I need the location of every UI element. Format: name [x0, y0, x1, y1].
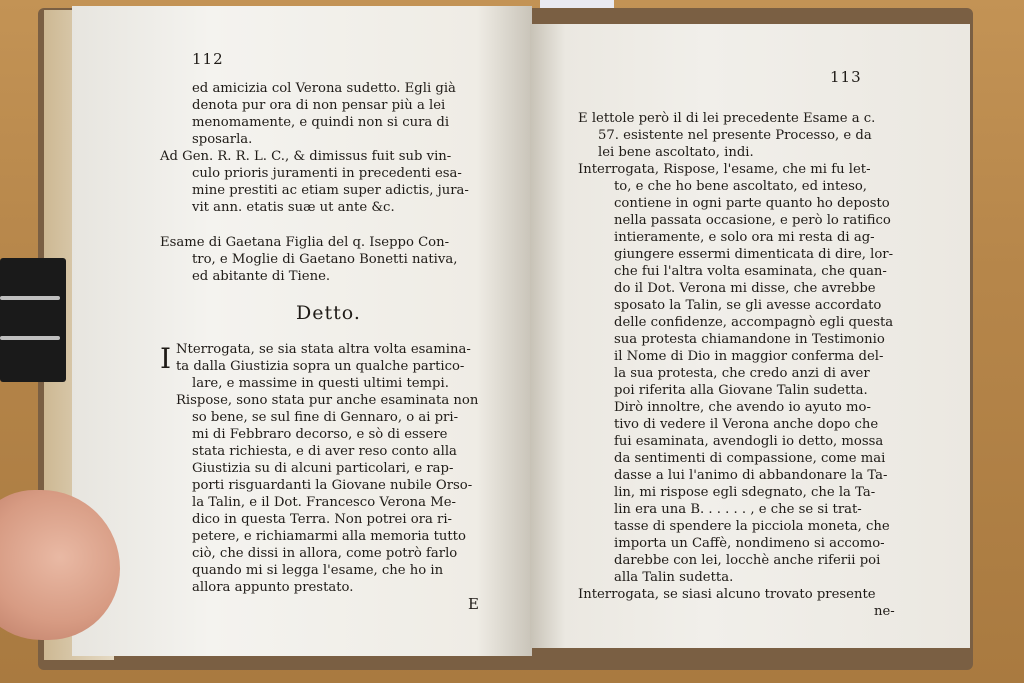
text-line: la sua protesta, che credo anzi di aver — [614, 366, 870, 381]
text-line: il Nome di Dio in maggior conferma del- — [614, 349, 884, 364]
clip-wire — [0, 336, 60, 340]
text-line: lin era una B. . . . . . , e che se si trat- — [614, 502, 862, 517]
text-line: che fui l'altra volta esaminata, che quan- — [614, 264, 887, 279]
text-line: contiene in ogni parte quanto ho deposto — [614, 196, 890, 211]
text-line: quando mi si legga l'esame, che ho in — [192, 563, 444, 578]
text-line: giungere essermi dimenticata di dire, lor- — [614, 247, 894, 262]
text-line: denota pur ora di non pensar più a lei — [192, 98, 446, 113]
right-page — [530, 24, 970, 648]
text-line: stata richiesta, e di aver reso conto alla — [192, 444, 457, 459]
text-line: Giustizia su di alcuni particolari, e rap- — [192, 461, 454, 476]
binder-clip — [0, 258, 66, 382]
text-line: sposarla. — [192, 132, 253, 147]
clip-wire — [0, 296, 60, 300]
text-line: to, e che ho bene ascoltato, ed inteso, — [614, 179, 867, 194]
text-line: importa un Caffè, nondimeno si accomo- — [614, 536, 885, 551]
text-line: Ad Gen. R. R. L. C., & dimissus fuit sub vin- — [160, 149, 452, 164]
text-line: lei bene ascoltato, indi. — [598, 145, 754, 160]
text-line: dico in questa Terra. Non potrei ora ri- — [192, 512, 453, 527]
catchword-right: ne- — [874, 604, 895, 619]
text-line: ta dalla Giustizia sopra un qualche partico- — [176, 359, 465, 374]
text-line: ciò, che dissi in allora, come potrò farlo — [192, 546, 458, 561]
text-line: tasse di spendere la picciola moneta, che — [614, 519, 890, 534]
text-line: lin, mi rispose egli sdegnato, che la Ta- — [614, 485, 876, 500]
text-line: culo prioris juramenti in precedenti esa- — [192, 166, 462, 181]
text-line: E lettole però il di lei precedente Esame a c. — [578, 111, 876, 126]
text-line: porti risguardanti la Giovane nubile Orso- — [192, 478, 473, 493]
text-line: sua protesta chiamandone in Testimonio — [614, 332, 885, 347]
text-line: Esame di Gaetana Figlia del q. Iseppo Con- — [160, 235, 450, 250]
text-line: ed amicizia col Verona sudetto. Egli già — [192, 81, 456, 96]
text-line: so bene, se sul fine di Gennaro, o ai pri- — [192, 410, 459, 425]
text-line: petere, e richiamarmi alla memoria tutto — [192, 529, 466, 544]
catchword-left: E — [468, 595, 479, 613]
text-line: Interrogata, se siasi alcuno trovato presente — [578, 587, 876, 602]
text-line: poi riferita alla Giovane Talin sudetta. — [614, 383, 868, 398]
text-line: Dirò innoltre, che avendo io ayuto mo- — [614, 400, 871, 415]
drop-cap: I — [160, 342, 172, 375]
text-line: dasse a lui l'animo di abbandonare la Ta- — [614, 468, 888, 483]
text-line: lare, e massime in questi ultimi tempi. — [192, 376, 449, 391]
left-page — [72, 6, 532, 656]
text-line: sposato la Talin, se gli avesse accordato — [614, 298, 882, 313]
text-line: Rispose, sono stata pur anche esaminata non — [176, 393, 479, 408]
text-line: delle confidenze, accompagnò egli questa — [614, 315, 894, 330]
section-heading: Detto. — [296, 302, 361, 324]
text-line: mi di Febbraro decorso, e sò di essere — [192, 427, 448, 442]
text-line: da sentimenti di compassione, come mai — [614, 451, 886, 466]
text-line: Interrogata, Rispose, l'esame, che mi fu let- — [578, 162, 871, 177]
text-line: tro, e Moglie di Gaetano Bonetti nativa, — [192, 252, 458, 267]
text-line: nella passata occasione, e però lo ratifico — [614, 213, 891, 228]
text-line: do il Dot. Verona mi disse, che avrebbe — [614, 281, 876, 296]
text-line: Nterrogata, se sia stata altra volta esamina- — [176, 342, 471, 357]
text-line: alla Talin sudetta. — [614, 570, 734, 585]
text-line: fui esaminata, avendogli io detto, mossa — [614, 434, 884, 449]
text-line: ed abitante di Tiene. — [192, 269, 331, 284]
text-line: la Talin, e il Dot. Francesco Verona Me- — [192, 495, 456, 510]
text-line: 57. esistente nel presente Processo, e da — [598, 128, 872, 143]
text-line: tivo di vedere il Verona anche dopo che — [614, 417, 879, 432]
page-number-right: 113 — [830, 68, 862, 86]
text-line: vit ann. etatis suæ ut ante &c. — [192, 200, 395, 215]
page-number-left: 112 — [192, 50, 224, 68]
text-line: darebbe con lei, locchè anche riferii poi — [614, 553, 881, 568]
text-line: allora appunto prestato. — [192, 580, 354, 595]
text-line: mine prestiti ac etiam super adictis, jura- — [192, 183, 469, 198]
text-line: menomamente, e quindi non si cura di — [192, 115, 450, 130]
text-line: intieramente, e solo ora mi resta di ag- — [614, 230, 875, 245]
